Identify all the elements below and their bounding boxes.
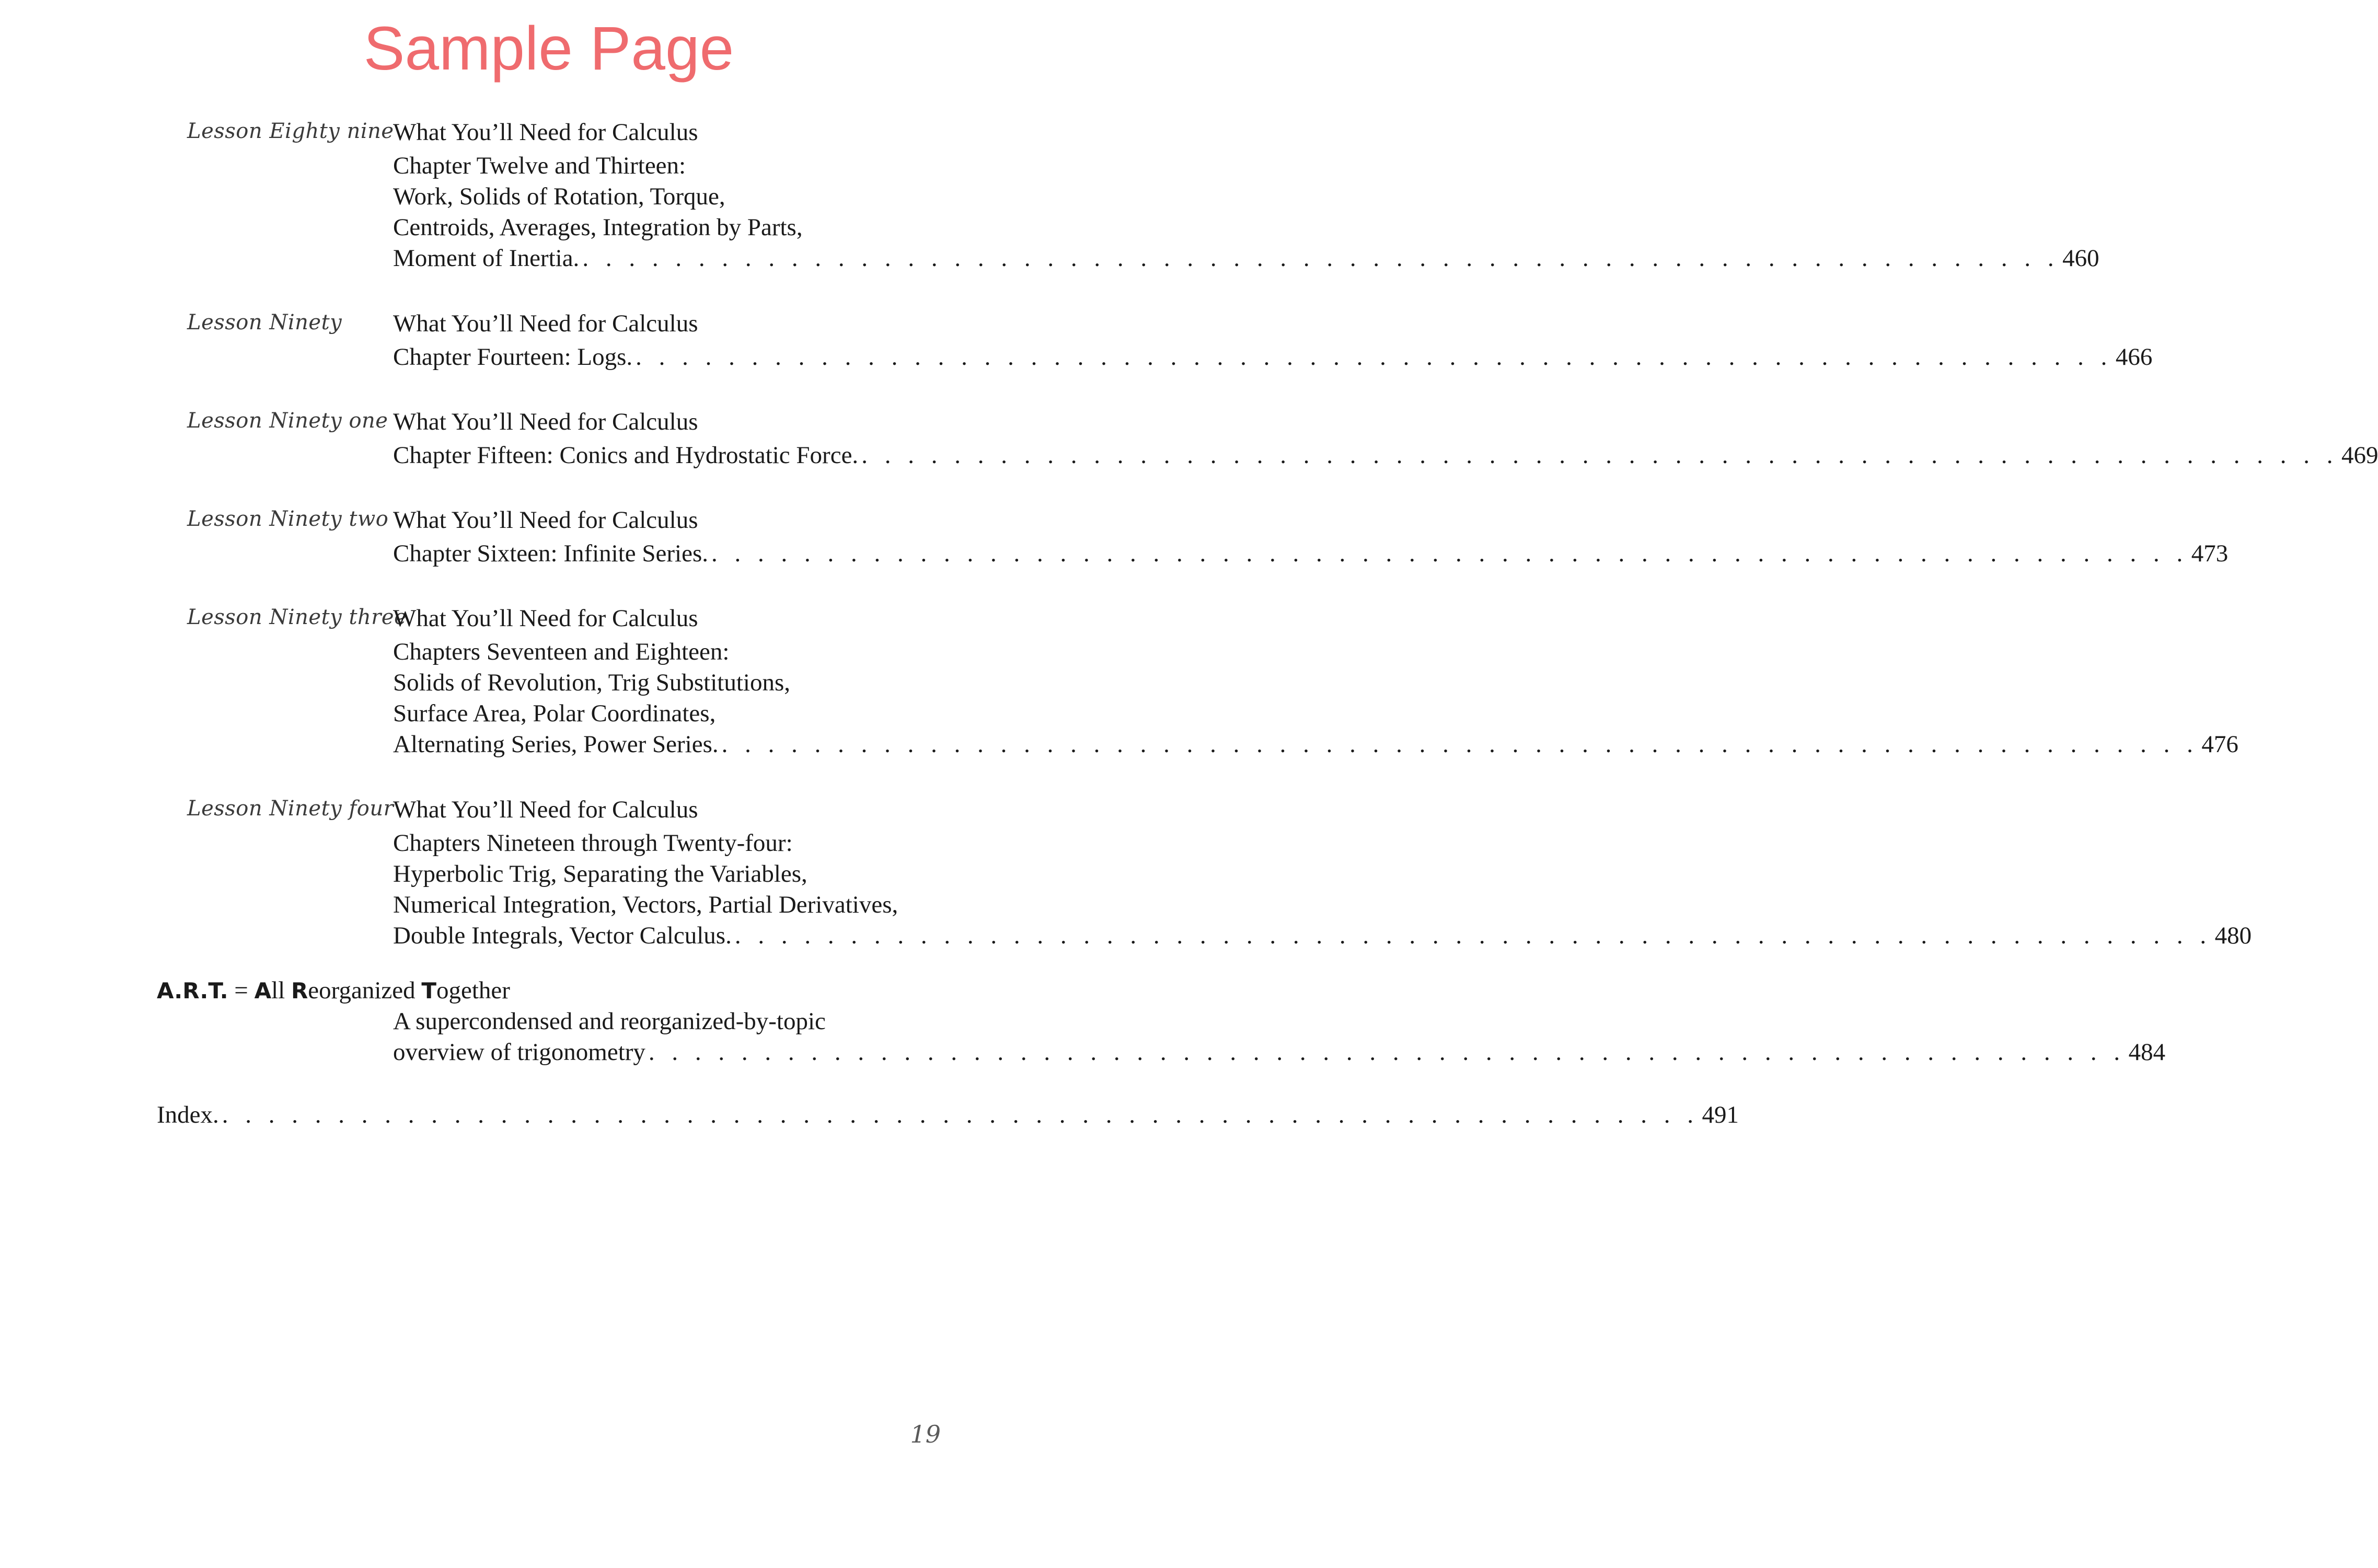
page-number: 460 (2062, 245, 2099, 272)
lesson-label: Lesson Eighty nine (187, 119, 394, 143)
page-number: 473 (2191, 540, 2229, 567)
entry-line: Centroids, Averages, Integration by Parts, (393, 214, 803, 241)
page-number: 466 (2115, 343, 2153, 371)
page-number: 484 (2128, 1039, 2166, 1066)
entry-line: Surface Area, Polar Coordinates, (393, 700, 716, 727)
entry-leader-line (393, 1037, 2166, 1068)
entry-line: A supercondensed and reorganized-by-topic (393, 1008, 826, 1035)
lesson-label: Lesson Ninety two (187, 507, 389, 531)
entry-heading: What You’ll Need for Calculus (393, 796, 698, 823)
entry-heading: What You’ll Need for Calculus (393, 310, 698, 337)
lesson-label: Lesson Ninety one (187, 409, 388, 433)
entry-last-line: overview of trigonometry (393, 1039, 645, 1066)
entry-line: Chapters Nineteen through Twenty-four: (393, 829, 793, 857)
entry-leader-line (393, 729, 2238, 760)
entry-leader-line (393, 538, 2229, 569)
entry-last-line: Alternating Series, Power Series. (393, 731, 719, 758)
toc-entry-lesson-90[interactable] (393, 308, 2153, 373)
dot-leader: . . . . . . . . . . . . . . . . . . . . . . . . . . . . . . . . . . . . . . . . . . . . . . . . . . . . . . . . . . . . . . . . (582, 245, 2060, 272)
entry-last-line: Chapter Fourteen: Logs. (393, 343, 633, 371)
index-label: Index. (157, 1101, 219, 1128)
art-word: ll (271, 977, 285, 1004)
entry-leader-line (393, 243, 2099, 274)
dot-leader: . . . . . . . . . . . . . . . . . . . . . . . . . . . . . . . . . . . . . . . . . . . . . . . . . . . . . . . . . . . . . . . . (721, 731, 2199, 758)
entry-heading: What You’ll Need for Calculus (393, 408, 698, 435)
folio-page-number: 19 (910, 1420, 941, 1448)
entry-line: Numerical Integration, Vectors, Partial Derivatives, (393, 891, 898, 918)
entry-line: Work, Solids of Rotation, Torque, (393, 183, 725, 210)
toc-entry-lesson-91[interactable] (393, 407, 2378, 471)
page-number: 476 (2201, 731, 2238, 758)
lesson-label: Lesson Ninety three (187, 605, 407, 629)
entry-leader-line (393, 920, 2252, 951)
page-number: 480 (2214, 922, 2252, 949)
art-word: eorganized (308, 977, 415, 1004)
entry-leader-line (157, 1100, 1739, 1131)
entry-last-line: Double Integrals, Vector Calculus. (393, 922, 732, 949)
entry-line: Solids of Revolution, Trig Substitutions, (393, 669, 791, 696)
art-initial: T (421, 978, 437, 1004)
art-heading (157, 975, 510, 1006)
entry-heading: What You’ll Need for Calculus (393, 506, 698, 534)
dot-leader: . . . . . . . . . . . . . . . . . . . . . . . . . . . . . . . . . . . . . . . . . . . . . . . . . . . . . . . . . . . . . . . . (711, 540, 2188, 567)
dot-leader: . . . . . . . . . . . . . . . . . . . . . . . . . . . . . . . . . . . . . . . . . . . . . . . . . . . . . . . . . . . . . . . . (648, 1039, 2126, 1066)
toc-entry-lesson-89[interactable] (393, 117, 2099, 274)
sample-page-watermark: Sample Page (363, 14, 734, 83)
art-abbrev: A.R.T. (157, 978, 228, 1004)
entry-line: Hyperbolic Trig, Separating the Variables, (393, 860, 807, 887)
dot-leader: . . . . . . . . . . . . . . . . . . . . . . . . . . . . . . . . . . . . . . . . . . . . . . . . . . . . . . . . . . . . . . . . (734, 922, 2212, 949)
art-initial: A (254, 978, 272, 1004)
page-number: 469 (2341, 442, 2378, 469)
entry-last-line: Chapter Fifteen: Conics and Hydrostatic Force. (393, 442, 859, 469)
dot-leader: . . . . . . . . . . . . . . . . . . . . . . . . . . . . . . . . . . . . . . . . . . . . . . . . . . . . . . . . . . . . . . . . (636, 343, 2113, 371)
lesson-label: Lesson Ninety (187, 310, 342, 335)
toc-entry-art[interactable] (393, 1006, 2166, 1068)
entry-last-line: Chapter Sixteen: Infinite Series. (393, 540, 709, 567)
art-word: ogether (436, 977, 510, 1004)
entry-heading: What You’ll Need for Calculus (393, 605, 698, 632)
art-equals: = (234, 977, 248, 1004)
toc-entry-lesson-93[interactable] (393, 603, 2238, 760)
entry-leader-line (393, 342, 2153, 373)
entry-line: Chapter Twelve and Thirteen: (393, 152, 686, 179)
entry-heading: What You’ll Need for Calculus (393, 119, 698, 146)
entry-leader-line (393, 440, 2378, 471)
entry-last-line: Moment of Inertia. (393, 245, 580, 272)
dot-leader: . . . . . . . . . . . . . . . . . . . . . . . . . . . . . . . . . . . . . . . . . . . . . . . . . . . . . . . . . . . . . . . . (222, 1101, 1699, 1128)
dot-leader: . . . . . . . . . . . . . . . . . . . . . . . . . . . . . . . . . . . . . . . . . . . . . . . . . . . . . . . . . . . . . . . . (861, 442, 2338, 469)
entry-line: Chapters Seventeen and Eighteen: (393, 638, 730, 665)
toc-entry-lesson-94[interactable] (393, 794, 2252, 951)
art-initial: R (291, 978, 308, 1004)
toc-entry-lesson-92[interactable] (393, 505, 2229, 569)
toc-entry-index[interactable] (157, 1100, 1739, 1131)
lesson-label: Lesson Ninety four (187, 797, 394, 821)
page-number: 491 (1702, 1101, 1739, 1128)
